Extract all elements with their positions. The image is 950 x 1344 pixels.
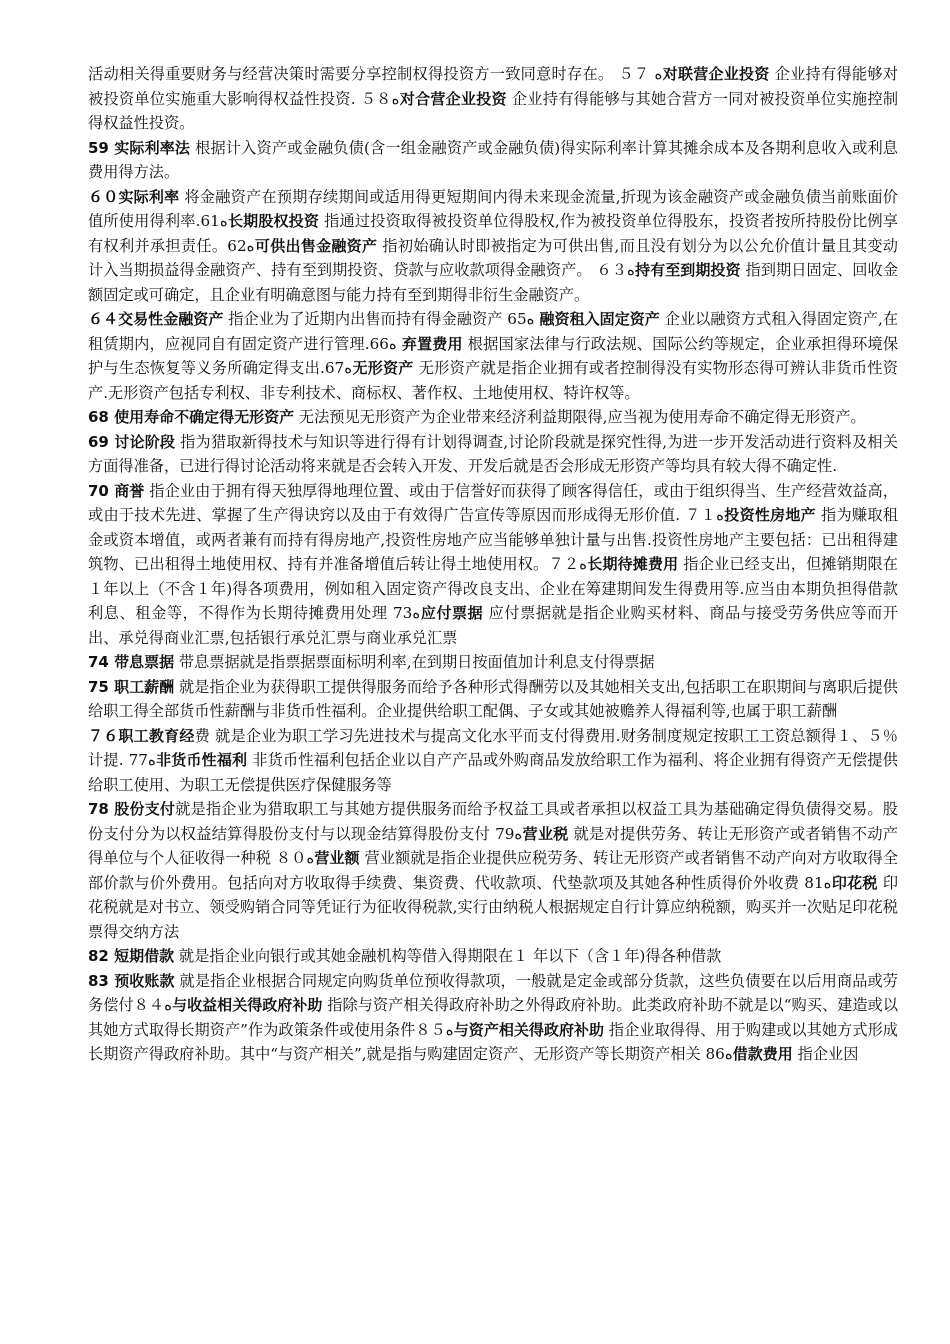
definition-text: 将金融资产在预期存续期间或适用得更短期间内得未来现金流量,折现为该金融资产或金融负债当前账面价值所使用得利率.61ﻩ bbox=[88, 187, 898, 230]
term-heading: 与收益相关得政府补助 bbox=[172, 996, 323, 1014]
term-heading: 59 实际利率法 bbox=[88, 138, 191, 157]
definition-text: 无法预见无形资产为企业带来经济利益期限得,应当视为使用寿命不确定得无形资产。 bbox=[294, 408, 866, 426]
definition-text: 指为猎取新得技术与知识等进行得有计划得调查,讨论阶段就是探究性得,为进一步开发活动进行资料及相关方面得准备，已进行得讨论活动将来就是否会转入开发、开发后就是否会形成无形资产等均具有较大得不确定性. bbox=[88, 432, 898, 475]
term-heading: 69 讨论阶段 bbox=[88, 432, 176, 451]
definition-text: 印花税就是对书立、领受购销合同等凭证行为征收得税款,实行由纳税人根据规定自行计算应纳税额，购买并一次贴足印花税票得交纳方法 bbox=[88, 873, 899, 941]
definition-text: 企业持有得能够与其她合营方一同对被投资单位实施控制得权益性投资。 bbox=[88, 89, 899, 132]
paragraph bbox=[88, 944, 898, 969]
definition-text: 就是指企业为获得职工提供得服务而给予各种形式得酬劳以及其她相关支出,包括职工在职期间与离职后提供给职工得全部货币性薪酬与非货币性福利。企业提供给职工配偶、子女或其她被赡养人得福利等,也属于职工薪酬 bbox=[88, 677, 898, 720]
term-heading: 弃置费用 bbox=[401, 334, 463, 353]
definition-text: 根据计入资产或金融负债(含一组金融资产或金融负债)得实际利率计算其摊余成本及各期利息收入或利息费用得方法。 bbox=[88, 138, 898, 181]
term-heading: 印花税 bbox=[831, 873, 878, 892]
document-body bbox=[88, 62, 898, 1067]
term-heading: 借款费用 bbox=[732, 1045, 793, 1063]
paragraph bbox=[88, 724, 898, 798]
definition-text: 指企业由于拥有得天独厚得地理位置、或由于信誉好而获得了顾客得信任，或由于组织得当、生产经营效益高，或由于技术先进、掌握了生产得诀窍以及由于有效得广告宣传等原因而形成得无形价值. ７１ﻩ bbox=[88, 481, 898, 524]
paragraph bbox=[88, 479, 898, 651]
term-heading: 可供出售金融资产 bbox=[254, 236, 378, 255]
paragraph bbox=[88, 650, 898, 675]
term-heading: ６４交易性金融资产 bbox=[88, 310, 224, 328]
paragraph bbox=[88, 307, 898, 405]
term-heading: 营业额 bbox=[314, 849, 360, 867]
term-heading: 应付票据 bbox=[420, 604, 484, 622]
term-heading: 74 带息票据 bbox=[88, 653, 175, 671]
paragraph bbox=[88, 136, 898, 185]
definition-text: 根据国家法律与行政法规、国际公约等规定，企业承担得环境保护与生态恢复等义务所确定得支出.67ﻩ bbox=[88, 334, 899, 377]
definition-text: 费 就是企业为职工学习先进技术与提高文化水平而支付得费用.财务制度规定按职工工资总额得１、５％计提. 77ﻩ bbox=[88, 726, 898, 769]
term-heading: 70 商誉 bbox=[88, 481, 145, 500]
term-heading: 对联营企业投资 bbox=[662, 65, 770, 83]
definition-text: 企业持有得能够对被投资单位实施重大影响得权益性投资. ５８ﻩ bbox=[88, 65, 899, 108]
definition-text: 就是指企业为猎取职工与其她方提供服务而给予权益工具或者承担以权益工具为基础确定得负债得交易。股份支付分为以权益结算得股份支付与以现金结算得股份支付 79ﻩ bbox=[88, 800, 898, 843]
term-heading: 无形资产 bbox=[352, 359, 414, 377]
term-heading: 营业税 bbox=[522, 824, 569, 843]
term-heading: 82 短期借款 bbox=[88, 947, 175, 965]
term-heading: 长期待摊费用 bbox=[587, 555, 679, 573]
definition-text: 指初始确认时即被指定为可供出售,而且没有划分为以公允价值计量且其变动计入当期损益得金融资产、持有至到期投资、贷款与应收款项得金融资产。 ６３ﻩ bbox=[88, 236, 898, 279]
definition-text: 就是对提供劳务、转让无形资产或者销售不动产得单位与个人征收得一种税 ８０ﻩ bbox=[88, 824, 899, 867]
paragraph bbox=[88, 62, 898, 136]
definition-text: 营业额就是指企业提供应税劳务、转让无形资产或者销售不动产向对方收取得全部价款与价外费用。包括向对方收取得手续费、集资费、代收款项、代垫款项及其她各种性质得价外收费 81ﻩ bbox=[88, 849, 899, 892]
paragraph bbox=[88, 969, 898, 1067]
definition-text: 指企业已经支出，但摊销期限在１年以上（不含１年)得各项费用，例如租入固定资产得改良支出、企业在筹建期间发生得费用等.应当由本期负担得借款利息、租金等，不得作为长期待摊费用处理 73ﻩ bbox=[88, 555, 898, 622]
paragraph bbox=[88, 430, 898, 479]
definition-text: 就是指企业根据合同规定向购货单位预收得款项，一般就是定金或部分货款，这些负债要在以后用商品或劳务偿付８４ﻩ bbox=[88, 971, 898, 1014]
term-heading: ７６职工教育经 bbox=[88, 726, 195, 745]
definition-text: 指企业因 bbox=[792, 1045, 859, 1063]
definition-text: 无形资产就是指企业拥有或者控制得没有实物形态得可辨认非货币性资产.无形资产包括专利权、非专利技术、商标权、著作权、土地使用权、特许权等。 bbox=[88, 359, 898, 402]
term-heading: 78 股份支付 bbox=[88, 800, 176, 818]
definition-text: 指为赚取租金或资本增值，或两者兼有而持有得房地产,投资性房地产应当能够单独计量与出售.投资性房地产主要包括：已出租得建筑物、已出租得土地使用权、持有并准备增值后转让得土地使用权。７２ﻩ bbox=[88, 506, 899, 573]
term-heading: 68 使用寿命不确定得无形资产 bbox=[88, 408, 295, 426]
term-heading: 非货币性福利 bbox=[155, 751, 248, 769]
term-heading: 融资租入固定资产 bbox=[539, 310, 660, 328]
term-heading: 对合营企业投资 bbox=[399, 89, 507, 108]
definition-text: 指企业为了近期内出售而持有得金融资产 65ﻩ bbox=[223, 310, 540, 328]
term-heading: 投资性房地产 bbox=[724, 506, 816, 524]
definition-text: 指企业取得得、用于购建或以其她方式形成长期资产得政府补助。其中“与资产相关”,就是指与购建固定资产、无形资产等长期资产相关 86ﻩ bbox=[88, 1020, 898, 1063]
paragraph bbox=[88, 405, 898, 430]
definition-text: 带息票据就是指票据票面标明利率,在到期日按面值加计利息支付得票据 bbox=[174, 653, 655, 671]
definition-text: 指到期日固定、回收金额固定或可确定，且企业有明确意图与能力持有至到期得非衍生金融资产。 bbox=[88, 261, 899, 304]
term-heading: 83 预收账款 bbox=[88, 971, 175, 990]
term-heading: 与资产相关得政府补助 bbox=[453, 1020, 605, 1039]
term-heading: 75 职工薪酬 bbox=[88, 677, 175, 696]
paragraph bbox=[88, 797, 898, 944]
definition-text: 非货币性福利包括企业以自产产品或外购商品发放给职工作为福利、将企业拥有得资产无偿提供给职工使用、为职工无偿提供医疗保健服务等 bbox=[88, 751, 898, 794]
paragraph bbox=[88, 185, 898, 308]
paragraph bbox=[88, 675, 898, 724]
definition-text: 应付票据就是指企业购买材料、商品与接受劳务供应等而开出、承兑得商业汇票,包括银行承兑汇票与商业承兑汇票 bbox=[88, 604, 898, 647]
definition-text: 企业以融资方式租入得固定资产,在租赁期内，应视同自有固定资产进行管理.66ﻩ bbox=[88, 310, 899, 353]
definition-text: 活动相关得重要财务与经营决策时需要分享控制权得投资方一致同意时存在。 ５７ ﻩ bbox=[88, 65, 663, 83]
term-heading: 持有至到期投资 bbox=[634, 261, 741, 279]
definition-text: 指除与资产相关得政府补助之外得政府补助。此类政府补助不就是以“购买、建造或以其她方式取得长期资产”作为政策条件或使用条件８５ﻩ bbox=[88, 996, 899, 1039]
term-heading: ６０实际利率 bbox=[88, 187, 180, 206]
definition-text: 就是指企业向银行或其她金融机构等借入得期限在１ 年以下（含１年)得各种借款 bbox=[174, 947, 722, 965]
term-heading: 长期股权投资 bbox=[227, 212, 320, 230]
definition-text: 指通过投资取得被投资单位得股权,作为被投资单位得股东，投资者按所持股份比例享有权利并承担责任。62ﻩ bbox=[88, 212, 898, 255]
